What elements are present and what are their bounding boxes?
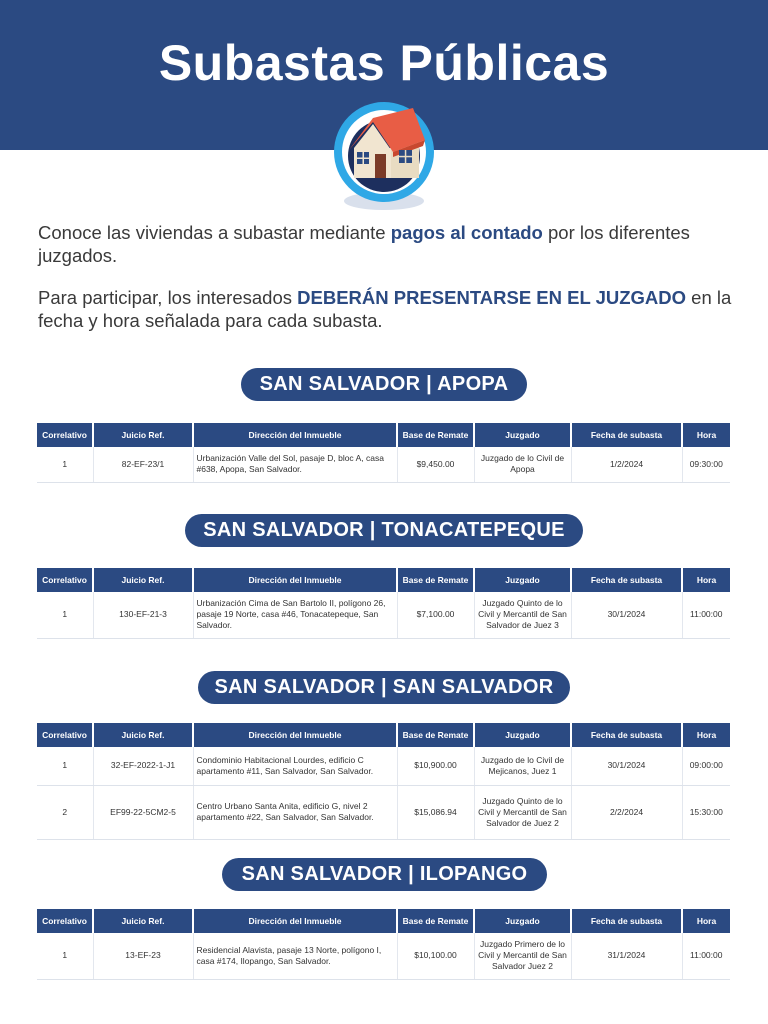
intro-text: en la fecha y hora señalada para cada subasta. xyxy=(38,287,732,331)
auction-table-san-salvador xyxy=(37,723,730,840)
cell-juicio: 130-EF-21-3 xyxy=(93,592,193,638)
cell-correlativo: 1 xyxy=(37,592,93,638)
cell-juzgado: Juzgado Quinto de lo Civil y Mercantil de San Salvador de Juez 2 xyxy=(474,785,571,839)
table-header-row xyxy=(37,909,730,933)
cell-base: $9,450.00 xyxy=(397,447,474,482)
col-header: Hora xyxy=(682,423,730,447)
col-header: Juicio Ref. xyxy=(93,423,193,447)
cell-fecha: 2/2/2024 xyxy=(571,785,682,839)
cell-fecha: 30/1/2024 xyxy=(571,592,682,638)
cell-direccion: Condominio Habitacional Lourdes, edificio C apartamento #11, San Salvador, San Salvador. xyxy=(193,747,397,785)
intro-highlight: pagos al contado xyxy=(390,222,543,243)
section-title-apopa: SAN SALVADOR | APOPA xyxy=(241,368,527,401)
table-row xyxy=(37,592,730,638)
col-header: Hora xyxy=(682,909,730,933)
house-icon xyxy=(333,100,435,212)
cell-juicio: 13-EF-23 xyxy=(93,933,193,979)
col-header: Dirección del Inmueble xyxy=(193,909,397,933)
cell-hora: 09:30:00 xyxy=(682,447,730,482)
col-header: Fecha de subasta xyxy=(571,568,682,592)
col-header: Dirección del Inmueble xyxy=(193,423,397,447)
intro-text: Conoce las viviendas a subastar mediante xyxy=(38,222,391,243)
section-title-tonacatepeque: SAN SALVADOR | TONACATEPEQUE xyxy=(185,514,583,547)
cell-base: $15,086.94 xyxy=(397,785,474,839)
table-header-row xyxy=(37,568,730,592)
cell-fecha: 30/1/2024 xyxy=(571,747,682,785)
col-header: Juzgado xyxy=(474,568,571,592)
col-header: Base de Remate xyxy=(397,568,474,592)
col-header: Hora xyxy=(682,568,730,592)
cell-juzgado: Juzgado Primero de lo Civil y Mercantil de San Salvador Juez 2 xyxy=(474,933,571,979)
cell-base: $10,900.00 xyxy=(397,747,474,785)
cell-base: $7,100.00 xyxy=(397,592,474,638)
cell-correlativo: 1 xyxy=(37,747,93,785)
cell-correlativo: 1 xyxy=(37,447,93,482)
col-header: Base de Remate xyxy=(397,909,474,933)
section-title-san-salvador: SAN SALVADOR | SAN SALVADOR xyxy=(198,671,570,704)
table-header-row xyxy=(37,723,730,747)
cell-juzgado: Juzgado Quinto de lo Civil y Mercantil de San Salvador de Juez 3 xyxy=(474,592,571,638)
cell-fecha: 1/2/2024 xyxy=(571,447,682,482)
col-header: Fecha de subasta xyxy=(571,423,682,447)
intro-text: por los diferentes juzgados. xyxy=(38,222,690,266)
cell-direccion: Urbanización Valle del Sol, pasaje D, bloc A, casa #638, Apopa, San Salvador. xyxy=(193,447,397,482)
col-header: Hora xyxy=(682,723,730,747)
table-row xyxy=(37,785,730,839)
auction-table-tonacatepeque xyxy=(37,568,730,639)
cell-hora: 09:00:00 xyxy=(682,747,730,785)
section-title-ilopango: SAN SALVADOR | ILOPANGO xyxy=(222,858,547,891)
col-header: Correlativo xyxy=(37,423,93,447)
cell-direccion: Residencial Alavista, pasaje 13 Norte, polígono I, casa #174, Ilopango, San Salvador. xyxy=(193,933,397,979)
col-header: Base de Remate xyxy=(397,723,474,747)
cell-direccion: Urbanización Cima de San Bartolo II, polígono 26, pasaje 19 Norte, casa #46, Tonacatepeque, San Salvador. xyxy=(193,592,397,638)
table-header-row xyxy=(37,423,730,447)
col-header: Dirección del Inmueble xyxy=(193,568,397,592)
cell-hora: 11:00:00 xyxy=(682,592,730,638)
cell-juicio: 82-EF-23/1 xyxy=(93,447,193,482)
col-header: Juzgado xyxy=(474,723,571,747)
table-row xyxy=(37,933,730,979)
cell-hora: 15:30:00 xyxy=(682,785,730,839)
cell-juzgado: Juzgado de lo Civil de Mejicanos, Juez 1 xyxy=(474,747,571,785)
col-header: Correlativo xyxy=(37,568,93,592)
cell-hora: 11:00:00 xyxy=(682,933,730,979)
col-header: Juicio Ref. xyxy=(93,909,193,933)
cell-correlativo: 2 xyxy=(37,785,93,839)
cell-correlativo: 1 xyxy=(37,933,93,979)
col-header: Juicio Ref. xyxy=(93,723,193,747)
cell-juzgado: Juzgado de lo Civil de Apopa xyxy=(474,447,571,482)
intro-paragraph-2 xyxy=(38,287,738,332)
col-header: Juzgado xyxy=(474,909,571,933)
col-header: Fecha de subasta xyxy=(571,909,682,933)
col-header: Juzgado xyxy=(474,423,571,447)
col-header: Base de Remate xyxy=(397,423,474,447)
cell-fecha: 31/1/2024 xyxy=(571,933,682,979)
cell-juicio: 32-EF-2022-1-J1 xyxy=(93,747,193,785)
col-header: Juicio Ref. xyxy=(93,568,193,592)
intro-text: Para participar, los interesados xyxy=(38,287,298,308)
col-header: Correlativo xyxy=(37,909,93,933)
col-header: Correlativo xyxy=(37,723,93,747)
cell-juicio: EF99-22-5CM2-5 xyxy=(93,785,193,839)
page-title: Subastas Públicas xyxy=(158,35,610,91)
col-header: Fecha de subasta xyxy=(571,723,682,747)
intro-paragraph-1 xyxy=(38,222,738,267)
col-header: Dirección del Inmueble xyxy=(193,723,397,747)
cell-base: $10,100.00 xyxy=(397,933,474,979)
auction-table-apopa xyxy=(37,423,730,483)
table-row xyxy=(37,747,730,785)
table-row xyxy=(37,447,730,482)
cell-direccion: Centro Urbano Santa Anita, edificio G, nivel 2 apartamento #22, San Salvador, San Salvador. xyxy=(193,785,397,839)
intro-highlight: DEBERÁN PRESENTARSE EN EL JUZGADO xyxy=(297,287,687,308)
auction-table-ilopango xyxy=(37,909,730,980)
